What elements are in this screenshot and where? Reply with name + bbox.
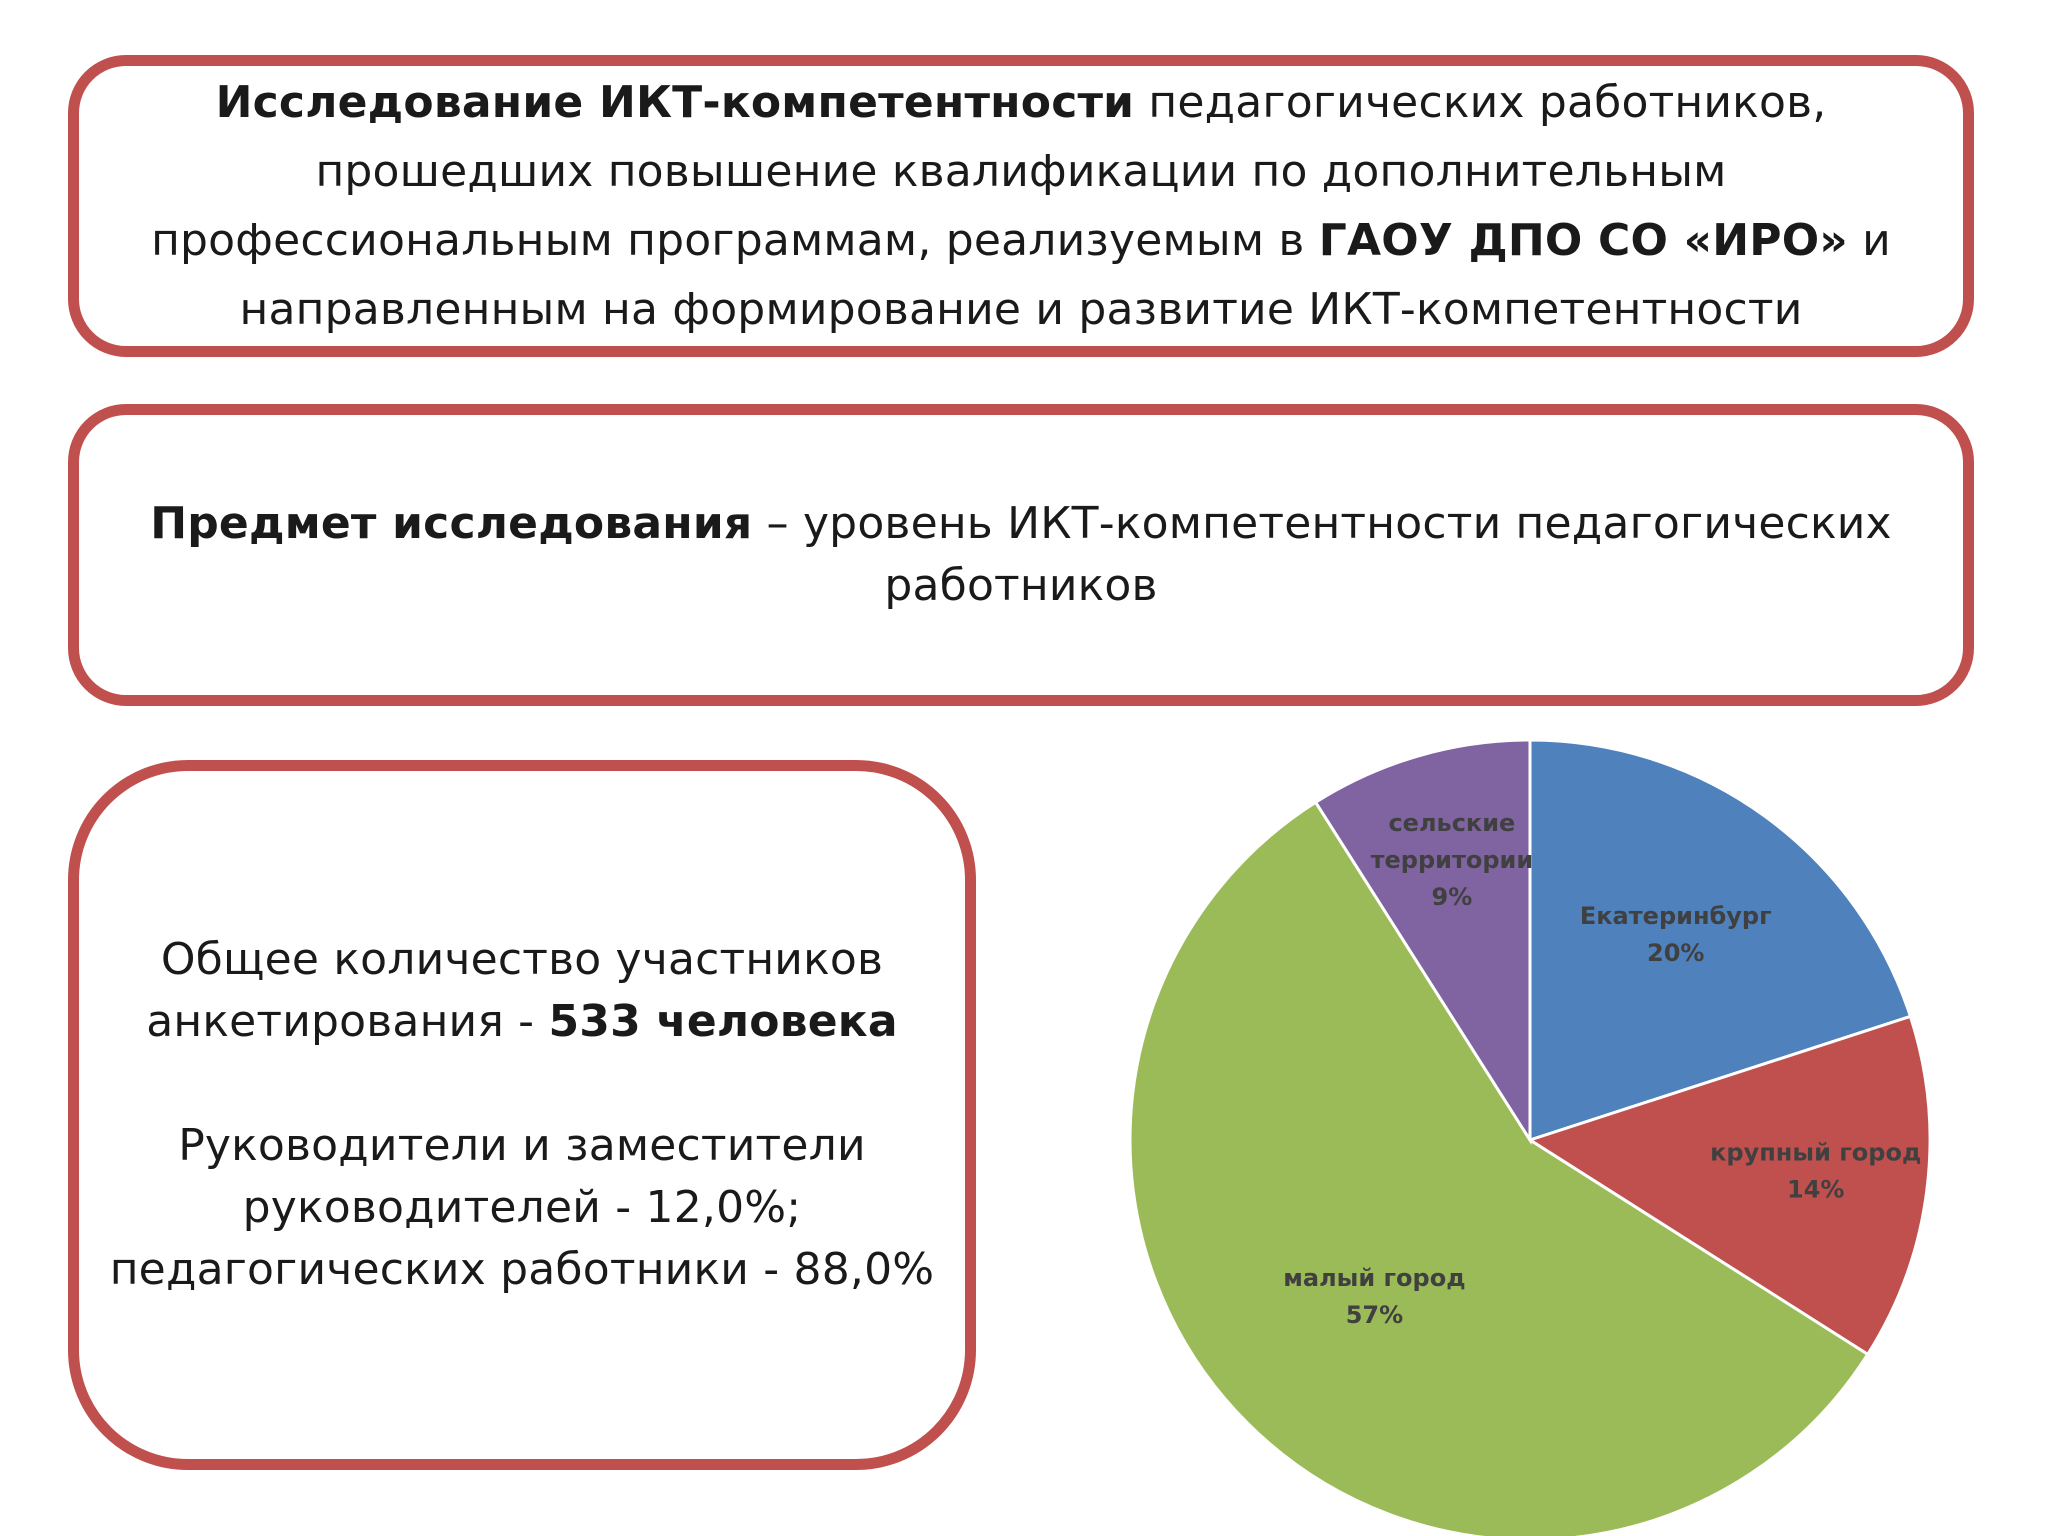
pie-category-label: территории	[1370, 846, 1534, 875]
title-text-1: педагогических работников,	[1134, 77, 1827, 128]
title-line-1	[151, 68, 1891, 137]
pie-category-label: Екатеринбург	[1579, 901, 1772, 930]
subject-bold: Предмет исследования	[150, 498, 753, 549]
title-org-name: ГАОУ ДПО СО «ИРО»	[1318, 215, 1848, 266]
info-line-4: руководителей - 12,0%;	[242, 1182, 802, 1233]
subject-line-1	[150, 493, 1892, 555]
title-box	[68, 55, 1974, 357]
info-box	[68, 760, 976, 1470]
pie-category-label: крупный город	[1710, 1138, 1922, 1167]
pie-category-label: малый город	[1283, 1264, 1466, 1293]
subject-text-1: – уровень ИКТ-компетентности педагогических	[752, 498, 1892, 549]
subject-text	[90, 493, 1952, 617]
pie-value-label: 14%	[1787, 1175, 1845, 1204]
title-line-3-tail: и	[1847, 215, 1891, 266]
info-line-3: Руководители и заместители	[178, 1120, 866, 1171]
participant-count: 533 человека	[548, 996, 898, 1047]
title-line-2: прошедших повышение квалификации по дополнительным	[315, 146, 1727, 197]
title-line-3-text: профессиональным программам, реализуемым в	[151, 215, 1319, 266]
pie-value-label: 20%	[1647, 938, 1705, 967]
title-text	[111, 68, 1931, 344]
info-line-2	[110, 991, 935, 1053]
info-line-1: Общее количество участников	[160, 934, 884, 985]
title-bold: Исследование ИКТ-компетентности	[215, 77, 1135, 128]
paragraph-gap	[110, 1053, 935, 1115]
pie-value-label: 57%	[1345, 1301, 1404, 1330]
info-line-2-text: анкетирования -	[146, 996, 549, 1047]
pie-category-label: сельские	[1388, 809, 1516, 838]
subject-box	[68, 404, 1974, 706]
pie-chart	[1100, 730, 1960, 1536]
title-line-3	[151, 206, 1891, 275]
subject-line-2: работников	[884, 560, 1158, 611]
info-line-5: педагогических работники - 88,0%	[109, 1244, 935, 1295]
info-text	[80, 929, 965, 1301]
title-line-4: направленным на формирование и развитие ИКТ-компетентности	[239, 284, 1803, 335]
pie-value-label: 9%	[1431, 883, 1473, 912]
